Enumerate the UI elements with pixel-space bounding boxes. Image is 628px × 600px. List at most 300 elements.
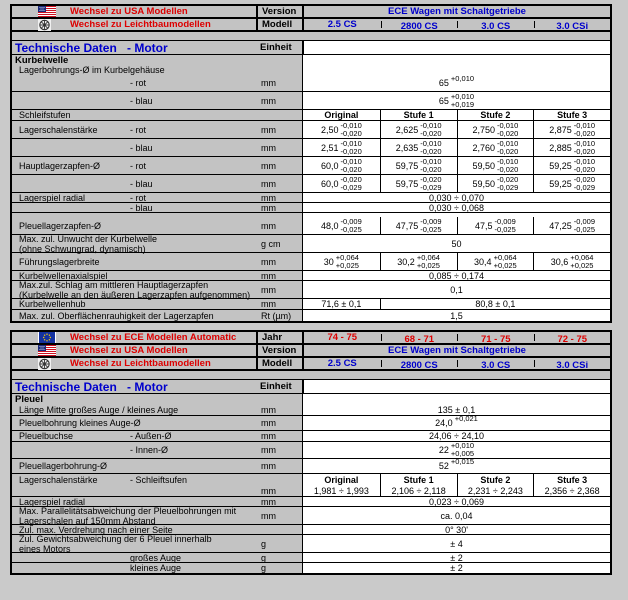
row-label-line [12,506,256,516]
tolerance-upper: +0,064 [416,252,440,262]
model-switch-link-label[interactable]: Wechsel zu ECE Modellen Automatic [70,332,237,343]
row-sublabel: - Schleiftsufen [130,474,188,485]
row-label-cell [12,281,256,298]
value-cell [303,217,380,234]
tolerance-upper: -0,010 [497,138,519,148]
tolerance-lower: -0,020 [420,164,442,174]
value-cell [457,121,534,138]
value-cell [533,157,610,174]
tolerance-upper: -0,010 [497,120,519,130]
value-text: 1,5 [450,310,463,321]
row-label-cell [12,535,256,552]
spec-row [12,310,610,321]
unit-label: mm [261,404,276,415]
value-number: 59,25 [549,178,572,189]
tolerance-lower: -0,025 [420,224,442,234]
row-label-line [12,193,256,203]
row-label-line [12,553,256,563]
row-label-cell [12,507,256,524]
value-area [302,553,610,562]
drivetrain-label: ECE Wagen mit Schaltgetriebe [388,6,526,17]
row-label-cell [12,253,256,270]
tolerance-upper: +0,010 [450,74,475,83]
tolerance-upper: -0,010 [573,156,596,166]
toleranced-value [549,140,595,156]
model-column-header: 2.5 CS [327,19,357,30]
tolerance-lower: +0,025 [335,260,359,270]
tolerance-stack [574,140,595,156]
tolerance-stack [497,158,518,174]
tolerance-stack [574,218,595,234]
tolerance-lower: +0,019 [450,99,475,109]
value-number: 59,75 [395,178,419,189]
value-cell [303,139,380,156]
tolerance-upper: -0,010 [420,120,442,130]
value-area [302,459,610,473]
toleranced-value [549,176,595,192]
unit-label: mm [261,124,276,135]
usa-flag-icon[interactable] [38,6,56,17]
spec-table-connecting-rod [10,330,612,575]
unit-label: mm [261,270,276,281]
spec-row [12,404,610,416]
tolerance-stack [420,218,441,234]
row-label-line [12,431,256,441]
toleranced-value [321,176,362,192]
row-label: Pleuel [15,393,43,405]
page-title: Technische Daten [15,40,117,55]
value-number: 30 [323,256,334,267]
unit-label: mm [261,485,276,496]
toleranced-value [439,93,474,109]
row-sublabel: kleines Auge [130,563,182,573]
row-sublabel: - rot [130,192,147,203]
value-number: 60,0 [320,178,339,189]
spec-row [12,217,610,235]
row-label-cell [12,416,256,430]
row-label-cell [12,459,256,473]
value-area [302,235,610,252]
row-label: Max. Parallelitätsabweichung der Pleuelbohrungen mit [19,505,237,516]
usa-flag-icon[interactable] [38,345,56,356]
unit-label: mm [261,95,276,106]
value-number: 2,885 [549,142,572,153]
tolerance-lower: -0,020 [497,146,519,156]
eu-flag-icon[interactable] [38,332,56,343]
model-switch-link[interactable] [12,345,256,356]
spec-row [12,507,610,525]
model-column-header: 3.0 CS [457,360,534,368]
value-text: 2,106 ÷ 2,118 [391,485,446,496]
value-area [302,175,610,192]
toleranced-value [396,122,442,138]
toleranced-value [472,176,518,192]
row-label-cell [12,485,256,496]
spec-row [12,485,610,497]
unit-label [256,65,302,75]
model-switch-link-label[interactable]: Wechsel zu Leichtbaumodellen [70,19,211,30]
value-area [302,203,610,212]
row-sublabel: - blau [130,95,153,106]
value-number: 30,2 [397,256,415,267]
value-area [302,121,610,138]
title-row-spacer [302,380,610,393]
row-label-cell [12,110,256,120]
tolerance-lower: -0,029 [497,182,519,192]
value-text: ± 2 [450,552,463,563]
row-label-line [12,563,256,573]
row-label-cell [12,235,256,252]
tolerance-stack [341,176,362,192]
row-label-line [12,280,256,290]
value-cell [533,121,610,138]
toleranced-value [396,140,442,156]
value-cell [380,253,457,270]
row-label-line [12,110,256,120]
header-values [302,332,610,343]
value-text: 1,981 ÷ 1,993 [313,485,369,496]
unit-label: mm [261,445,276,455]
row-label-cell [12,310,256,321]
unit-label: mm [261,299,276,309]
spec-row [12,121,610,139]
value-text: 0,030 ÷ 0,070 [429,192,484,203]
tolerance-lower: -0,025 [573,224,596,234]
value-cell [303,175,380,192]
row-label-cell [12,65,256,75]
value-area [302,474,610,485]
grind-stage-header: Stufe 2 [457,474,534,485]
tolerance-upper: -0,020 [497,174,519,184]
value-number: 2,50 [320,124,339,135]
value-number: 24,0 [435,418,453,428]
toleranced-value [472,140,518,156]
value-number: 2,750 [472,124,495,135]
value-number: 59,50 [472,160,495,171]
row-label-line [12,475,256,485]
value-text: 0,023 ÷ 0,069 [429,496,484,507]
key-header: Version [256,6,302,17]
value-area [302,431,610,441]
header-values [302,358,610,369]
value-number: 47,25 [549,220,572,231]
tolerance-stack [451,93,474,109]
row-label-cell [12,139,256,156]
value-cell [303,485,380,496]
row-label-cell [12,563,256,573]
tolerance-upper: +0,064 [493,252,517,262]
value-text: 0,1 [450,284,463,295]
value-cell [457,175,534,192]
value-text: 71,6 ± 0,1 [321,299,362,309]
toleranced-value [321,158,362,174]
value-number: 59,50 [472,178,495,189]
tolerance-upper: -0,010 [573,120,596,130]
tolerance-stack [497,176,518,192]
row-label-cell [12,404,256,415]
value-number: 59,75 [395,160,419,171]
row-label-line [12,125,256,135]
tolerance-upper: -0,020 [340,174,362,184]
row-sublabel: - Außen-Ø [130,431,172,441]
unit-label: g [261,538,267,549]
value-area [302,55,610,65]
value-cell [457,157,534,174]
value-cell-rest [380,299,610,309]
row-label: Pleuellagerzapfen-Ø [19,220,102,231]
model-switch-link-label[interactable]: Wechsel zu USA Modellen [70,6,188,17]
row-label: Lagerschalenstärke [19,474,98,485]
value-cell [533,175,610,192]
tolerance-upper: -0,010 [340,138,362,148]
tolerance-stack [451,458,474,474]
model-column-header: 3.0 CS [457,21,534,29]
row-label-cell [12,92,256,109]
row-label: Max. zul. Unwucht der Kurbelwelle [19,233,158,244]
row-label-cell [12,299,256,309]
tolerance-lower: -0,020 [573,128,596,138]
unit-label: mm [261,78,276,88]
value-area [302,299,610,309]
unit-label: mm [261,178,276,189]
header-values [302,19,610,30]
tolerance-upper: -0,010 [340,120,362,130]
row-label-line [12,179,256,189]
spec-row [12,442,610,459]
value-number: 65 [438,95,449,106]
key-header: Modell [256,358,302,369]
tolerance-lower: -0,029 [420,182,442,192]
value-cell [303,157,380,174]
model-column-header: 68 - 71 [381,334,458,342]
row-label: Länge Mitte großes Auge / kleines Auge [19,404,179,415]
header-row [12,332,610,345]
value-text: 0,085 ÷ 0,174 [429,270,484,281]
toleranced-value [396,218,442,234]
row-label-line [12,55,256,66]
tolerance-upper: -0,009 [494,216,516,226]
header-row [12,345,610,358]
model-column-header: 2800 CS [381,360,458,368]
unit-label [256,474,302,485]
row-label: Pleuelbuchse [19,431,74,441]
table-gap [10,323,612,330]
spec-row [12,416,610,431]
header-row [12,6,610,19]
row-label: Lagerschalenstärke [19,124,98,135]
tolerance-lower: +0,025 [416,260,440,270]
spec-row [12,55,610,65]
model-switch-link[interactable] [12,19,256,30]
unit-label [256,110,302,120]
value-area [302,416,610,430]
spec-row [12,281,610,299]
value-cell [457,217,534,234]
grind-stage-header: Stufe 3 [533,474,610,485]
tolerance-lower [451,466,474,474]
spec-row [12,75,610,92]
row-label2: (Kurbelwelle an den äußeren Lagerzapfen aufgenommen) [19,289,251,300]
row-label: Zul. max. Verdrehung nach einer Seite [19,524,173,535]
value-text: 50 [451,238,462,249]
value-text: 0,030 ÷ 0,068 [429,202,484,213]
unit-label: mm [261,160,276,171]
section-title [12,380,256,393]
value-cell [380,175,457,192]
unit-label: Rt (µm) [261,310,292,321]
toleranced-value [549,122,595,138]
row-label: Hauptlagerzapfen-Ø [19,160,101,171]
model-switch-link[interactable] [12,358,256,369]
tolerance-stack [495,218,516,234]
model-switch-link-label[interactable]: Wechsel zu USA Modellen [70,345,188,356]
tolerance-lower: -0,020 [573,146,596,156]
value-cell [457,139,534,156]
header-values [302,345,610,356]
spec-table-crankshaft [10,4,612,323]
value-number: 65 [438,78,449,88]
unit-label: mm [261,418,276,428]
tolerance-upper: +0,015 [450,457,475,466]
value-area [302,193,610,202]
roundel-icon[interactable] [38,19,56,30]
model-switch-link-label[interactable]: Wechsel zu Leichtbaumodellen [70,358,211,369]
value-number: 59,25 [549,160,572,171]
toleranced-value [549,218,595,234]
tolerance-upper: -0,009 [420,216,442,226]
value-text: 135 ± 0,1 [437,404,476,415]
row-label-cell [12,431,256,441]
unit-label: mm [261,431,276,441]
grind-stage-header: Stufe 1 [380,474,457,485]
row-label-line [12,161,256,171]
tolerance-lower [455,423,478,431]
row-label-line [12,96,256,106]
tolerance-stack [451,75,474,91]
value-area [302,281,610,298]
toleranced-value [321,122,362,138]
value-number: 22 [438,445,449,455]
tolerance-stack [455,415,478,431]
spec-row [12,175,610,193]
value-area [302,271,610,280]
model-column-header: 3.0 CSi [534,21,611,29]
unit-label: mm [261,496,276,507]
unit-label: mm [261,202,276,213]
model-switch-link[interactable] [12,6,256,17]
toleranced-value [435,415,478,431]
value-number: 2,625 [395,124,419,135]
value-cell [380,139,457,156]
spec-row [12,553,610,563]
value-area [302,139,610,156]
row-sublabel: - rot [130,78,147,88]
tolerance-stack [420,176,441,192]
row-label: Lagerspiel radial [19,496,86,507]
value-text: ± 2 [450,563,463,573]
model-switch-link[interactable] [12,332,256,343]
toleranced-value [396,158,442,174]
row-label-cell [12,75,256,91]
value-number: 52 [438,461,449,471]
row-label-line2 [12,290,256,300]
value-cell [533,139,610,156]
unit-label: mm [261,220,276,231]
toleranced-value [397,254,440,270]
title-row-spacer [302,41,610,54]
page-title: Technische Daten [15,379,117,394]
unit-label: g [261,563,267,573]
value-text: 0° 30' [445,524,468,535]
row-label-line [12,311,256,321]
row-label-cell [12,442,256,458]
tolerance-upper: -0,010 [420,138,442,148]
value-cell [457,485,534,496]
tolerance-upper: -0,010 [420,156,442,166]
title-row [12,41,610,55]
page-subtitle: - Motor [127,40,168,55]
spec-row [12,431,610,442]
tolerance-stack [497,140,518,156]
unit-label: g cm [261,238,281,249]
unit-column-header: Einheit [260,381,292,392]
value-cell [457,253,534,270]
toleranced-value [551,254,594,270]
value-number: 2,635 [395,142,419,153]
value-number: 47,5 [474,220,493,231]
tolerance-lower [451,83,474,91]
grind-stage-header: Stufe 1 [380,110,457,120]
tolerance-lower: -0,029 [340,182,362,192]
value-cell [380,121,457,138]
tolerance-upper: -0,010 [573,138,596,148]
row-label-cell [12,55,256,65]
spec-row [12,110,610,121]
tolerance-stack [341,218,362,234]
spec-row [12,459,610,474]
value-area [302,394,610,404]
row-label-cell [12,175,256,192]
toleranced-value [474,254,517,270]
row-label-line [12,445,256,455]
row-label: Schleifstufen [19,110,71,120]
tolerance-upper: -0,010 [497,156,519,166]
toleranced-value [472,158,518,174]
value-cell [303,253,380,270]
value-area [302,310,610,321]
row-sublabel: - Innen-Ø [130,445,169,455]
tolerance-upper: +0,064 [570,252,594,262]
value-area [302,535,610,552]
row-label-line2 [12,244,256,254]
spec-row [12,299,610,310]
unit-label [256,55,302,65]
value-area [302,253,610,270]
row-label-line [12,257,256,267]
row-label-line [12,461,256,471]
row-label-line [12,405,256,415]
value-text: 80,8 ± 0,1 [475,299,516,309]
unit-label: mm [261,284,276,295]
model-column-header: 71 - 75 [457,334,534,342]
grind-stage-header: Original [324,474,359,485]
row-label-line [12,394,256,405]
roundel-icon[interactable] [38,358,56,369]
tolerance-upper: -0,009 [340,216,362,226]
toleranced-value [475,218,516,234]
value-text: 2,231 ÷ 2,243 [467,485,523,496]
tolerance-upper: -0,010 [340,156,362,166]
